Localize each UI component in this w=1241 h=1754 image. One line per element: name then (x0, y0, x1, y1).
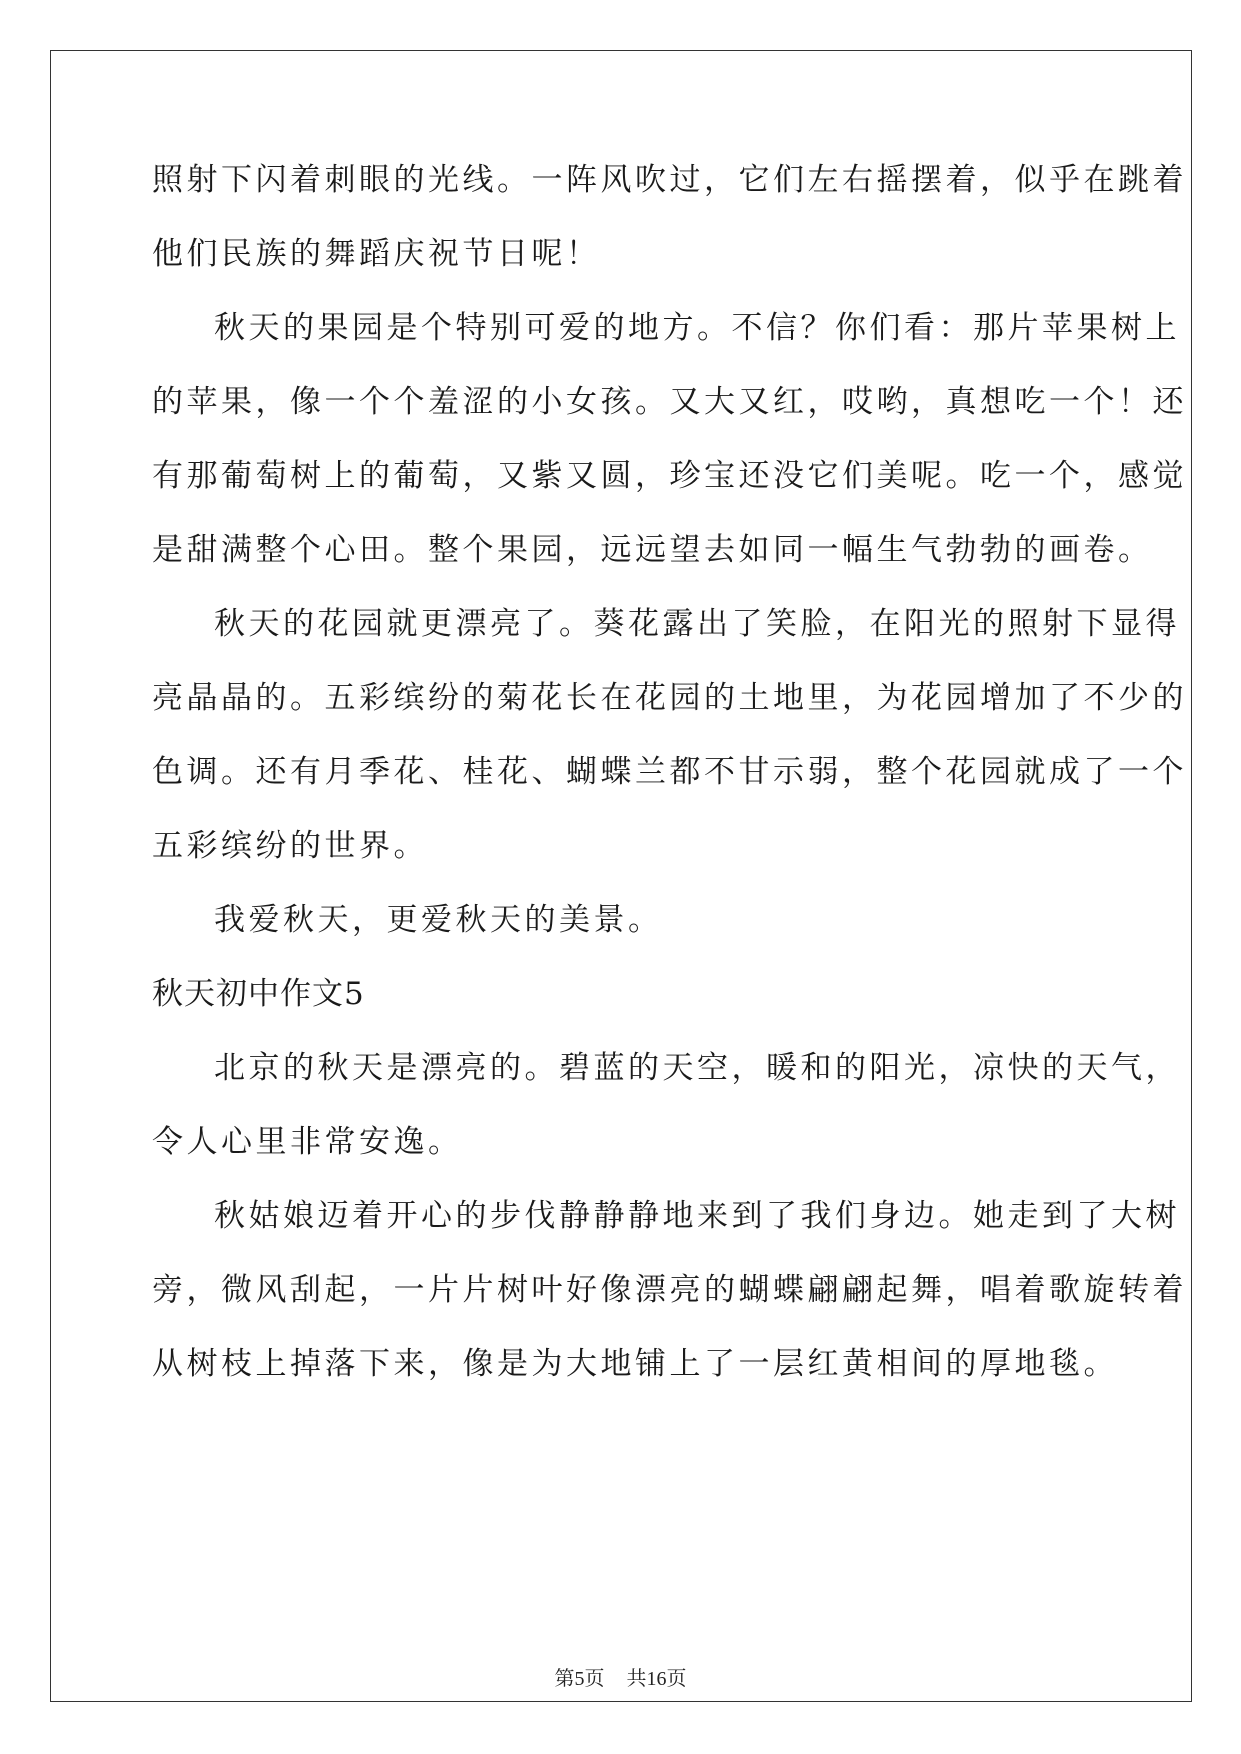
paragraph-start-line: 秋天的果园是个特别可爱的地方。不信？你们看：那片苹果树上 (214, 310, 1180, 346)
text-line: 有那葡萄树上的葡萄，又紫又圆，珍宝还没它们美呢。吃一个，感觉 (152, 458, 1187, 494)
page-total: 共16页 (626, 1668, 687, 1690)
text-line: 从树枝上掉落下来，像是为大地铺上了一层红黄相间的厚地毯。 (152, 1346, 1118, 1382)
section-title: 秋天初中作文5 (152, 976, 365, 1012)
text-line: 五彩缤纷的世界。 (152, 828, 428, 864)
text-line: 是甜满整个心田。整个果园，远远望去如同一幅生气勃勃的画卷。 (152, 532, 1153, 568)
text-line: 旁，微风刮起，一片片树叶好像漂亮的蝴蝶翩翩起舞，唱着歌旋转着 (152, 1272, 1187, 1308)
paragraph-start-line: 我爱秋天，更爱秋天的美景。 (214, 902, 663, 938)
page-footer (0, 1662, 1241, 1691)
paragraph-start-line: 北京的秋天是漂亮的。碧蓝的天空，暖和的阳光，凉快的天气， (214, 1050, 1180, 1086)
paragraph-start-line: 秋姑娘迈着开心的步伐静静静地来到了我们身边。她走到了大树 (214, 1198, 1180, 1234)
text-line: 照射下闪着刺眼的光线。一阵风吹过，它们左右摇摆着，似乎在跳着 (152, 162, 1187, 198)
page-number: 第5页 (554, 1668, 605, 1690)
page-border (50, 50, 1192, 1702)
paragraph-start-line: 秋天的花园就更漂亮了。葵花露出了笑脸，在阳光的照射下显得 (214, 606, 1180, 642)
text-line: 他们民族的舞蹈庆祝节日呢！ (152, 236, 601, 272)
text-line: 色调。还有月季花、桂花、蝴蝶兰都不甘示弱，整个花园就成了一个 (152, 754, 1187, 790)
text-line: 令人心里非常安逸。 (152, 1124, 463, 1160)
text-line: 的苹果，像一个个羞涩的小女孩。又大又红，哎哟，真想吃一个！还 (152, 384, 1187, 420)
text-line: 亮晶晶的。五彩缤纷的菊花长在花园的土地里，为花园增加了不少的 (152, 680, 1187, 716)
